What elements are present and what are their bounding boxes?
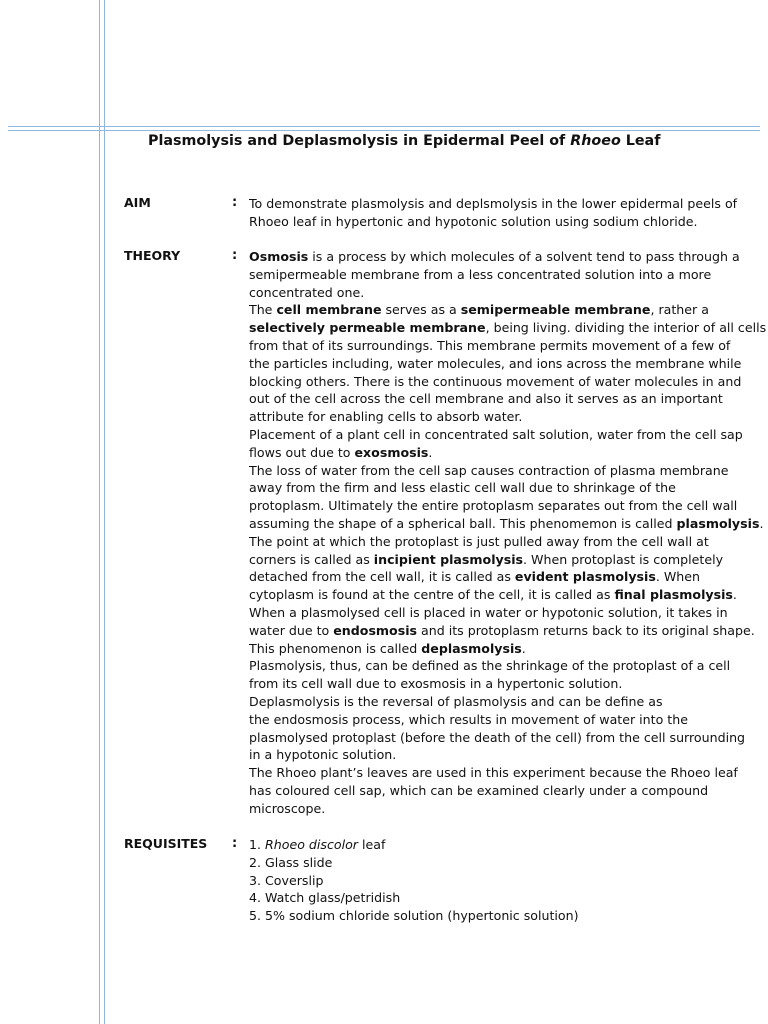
text-run: water due to	[249, 622, 334, 638]
text-run: from its cell wall due to exosmosis in a hypertonic solution.	[249, 676, 623, 692]
text-run: .	[732, 587, 737, 603]
theory-line	[249, 693, 749, 711]
text-run: corners is called as	[249, 551, 374, 567]
text-run: flows out due to	[249, 444, 355, 460]
text-run: protoplasm. Ultimately the entire protoplasm separates out from the cell wall	[249, 498, 738, 514]
text-run: .	[759, 515, 764, 531]
text-run: from that of its surroundings. This membrane permits movement of a few of	[249, 337, 731, 353]
theory-line	[249, 640, 749, 658]
theory-line	[249, 444, 749, 462]
text-run: .	[521, 640, 526, 656]
text-run: 3. Coverslip	[249, 872, 324, 888]
theory-line	[249, 266, 749, 284]
text-run: 2. Glass slide	[249, 854, 333, 870]
text-run: serves as a	[381, 302, 461, 318]
text-run: Plasmolysis, thus, can be defined as the shrinkage of the protoplast of a cell	[249, 658, 731, 674]
text-run: 5. 5% sodium chloride solution (hypertonic solution)	[249, 908, 579, 924]
requisite-item	[249, 872, 749, 890]
text-run: assuming the shape of a spherical ball. This phenomemon is called	[249, 515, 677, 531]
theory-line	[249, 551, 749, 569]
species-name: Rhoeo discolor	[265, 837, 358, 852]
text-run: is a process by which molecules of a solvent tend to pass through a	[308, 249, 740, 264]
text-run: plasmolysed protoplast (before the death of the cell) from the cell surrounding	[249, 729, 746, 745]
text-run: out of the cell across the cell membrane and also it serves as an important	[249, 391, 723, 407]
text-run: leaf	[358, 837, 386, 852]
margin-line-horizontal	[8, 130, 760, 131]
theory-line	[249, 764, 749, 782]
theory-line	[249, 284, 749, 302]
text-run: The loss of water from the cell sap causes contraction of plasma membrane	[249, 462, 729, 478]
key-term: exosmosis	[354, 444, 429, 460]
theory-line	[249, 675, 749, 693]
title-italic: Rhoeo	[570, 133, 621, 149]
theory-line	[249, 746, 749, 764]
key-term: final plasmolysis	[614, 587, 733, 603]
theory-line	[249, 337, 749, 355]
theory-line	[249, 301, 749, 319]
theory-line	[249, 515, 764, 533]
separator: :	[232, 248, 238, 263]
theory-content	[249, 248, 767, 818]
theory-line	[249, 319, 767, 337]
requisites-content	[249, 836, 749, 925]
separator: :	[232, 836, 238, 851]
key-term: deplasmolysis	[421, 640, 522, 656]
text-run: . When protoplast is completely	[523, 551, 724, 567]
theory-line	[249, 622, 755, 640]
margin-line-vertical	[104, 0, 105, 1024]
theory-line	[249, 568, 749, 586]
theory-line	[249, 390, 749, 408]
text-run: blocking others. There is the continuous movement of water molecules in and	[249, 373, 742, 389]
theory-line	[249, 479, 749, 497]
text-run: This phenomenon is called	[249, 640, 422, 656]
theory-line	[249, 355, 749, 373]
aim-label: AIM	[124, 195, 151, 210]
margin-line-horizontal	[8, 126, 760, 127]
separator: :	[232, 195, 238, 210]
text-run: and its protoplasm returns back to its original shape.	[417, 622, 755, 638]
title-suffix: Leaf	[620, 133, 661, 149]
text-run: attribute for enabling cells to absorb water.	[249, 409, 523, 425]
text-run: microscope.	[249, 800, 326, 816]
requisite-item	[249, 836, 749, 854]
key-term: plasmolysis	[676, 515, 760, 531]
theory-line	[249, 711, 749, 729]
text-run: Placement of a plant cell in concentrated salt solution, water from the cell sap	[249, 426, 743, 442]
theory-line	[249, 426, 749, 444]
theory-line	[249, 497, 749, 515]
text-run: The Rhoeo plant’s leaves are used in this experiment because the Rhoeo leaf	[249, 765, 738, 781]
theory-line	[249, 657, 749, 675]
requisite-item	[249, 854, 749, 872]
text-run: the particles including, water molecules, and ions across the membrane while	[249, 355, 742, 371]
text-run: away from the firm and less elastic cell wall due to shrinkage of the	[249, 480, 676, 496]
aim-content	[249, 195, 749, 231]
theory-line	[249, 408, 749, 426]
text-run: The point at which the protoplast is just pulled away from the cell wall at	[249, 533, 709, 549]
margin-line-vertical	[99, 0, 100, 1024]
page-title	[148, 133, 660, 149]
text-run: 1.	[249, 837, 266, 852]
key-term: endosmosis	[333, 622, 418, 638]
title-text: Plasmolysis and Deplasmolysis in Epidermal Peel of	[148, 133, 571, 149]
text-run: the endosmosis process, which results in movement of water into the	[249, 711, 688, 727]
key-term: selectively permeable membrane	[249, 320, 486, 336]
theory-line	[249, 604, 749, 622]
text-run: Deplasmolysis is the reversal of plasmolysis and can be define as	[249, 693, 663, 709]
theory-line	[249, 462, 749, 480]
aim-line: Rhoeo leaf in hypertonic and hypotonic solution using sodium chloride.	[249, 213, 698, 229]
theory-line	[249, 729, 749, 747]
requisite-item	[249, 889, 749, 907]
theory-line	[249, 800, 749, 818]
text-run: cytoplasm is found at the centre of the cell, it is called as	[249, 587, 615, 603]
text-run: concentrated one.	[249, 284, 365, 300]
text-run: detached from the cell wall, it is called as	[249, 569, 515, 585]
text-run: has coloured cell sap, which can be examined clearly under a compound	[249, 782, 709, 798]
key-term: incipient plasmolysis	[373, 551, 524, 567]
theory-line	[249, 533, 749, 551]
theory-line	[249, 782, 749, 800]
text-run: , rather a	[650, 302, 709, 318]
text-run: , being living. dividing the interior of all cells	[485, 320, 767, 336]
theory-label: THEORY	[124, 248, 181, 263]
text-run: .	[428, 444, 433, 460]
text-run: in a hypotonic solution.	[249, 747, 397, 763]
theory-line	[249, 373, 749, 391]
requisites-list	[249, 836, 749, 925]
theory-line	[249, 586, 749, 604]
key-term: cell membrane	[276, 302, 382, 318]
requisites-label: REQUISITES	[124, 836, 208, 851]
text-run: . When	[655, 569, 701, 585]
key-term: evident plasmolysis	[514, 569, 656, 585]
aim-line: To demonstrate plasmolysis and deplsmolysis in the lower epidermal peels of	[249, 196, 738, 211]
requisite-item	[249, 907, 749, 925]
key-term: Osmosis	[249, 249, 309, 264]
text-run: When a plasmolysed cell is placed in water or hypotonic solution, it takes in	[249, 604, 728, 620]
text-run: semipermeable membrane from a less concentrated solution into a more	[249, 266, 712, 282]
key-term: semipermeable membrane	[460, 302, 651, 318]
theory-line	[249, 248, 749, 266]
text-run: The	[249, 302, 277, 318]
text-run: 4. Watch glass/petridish	[249, 890, 401, 906]
